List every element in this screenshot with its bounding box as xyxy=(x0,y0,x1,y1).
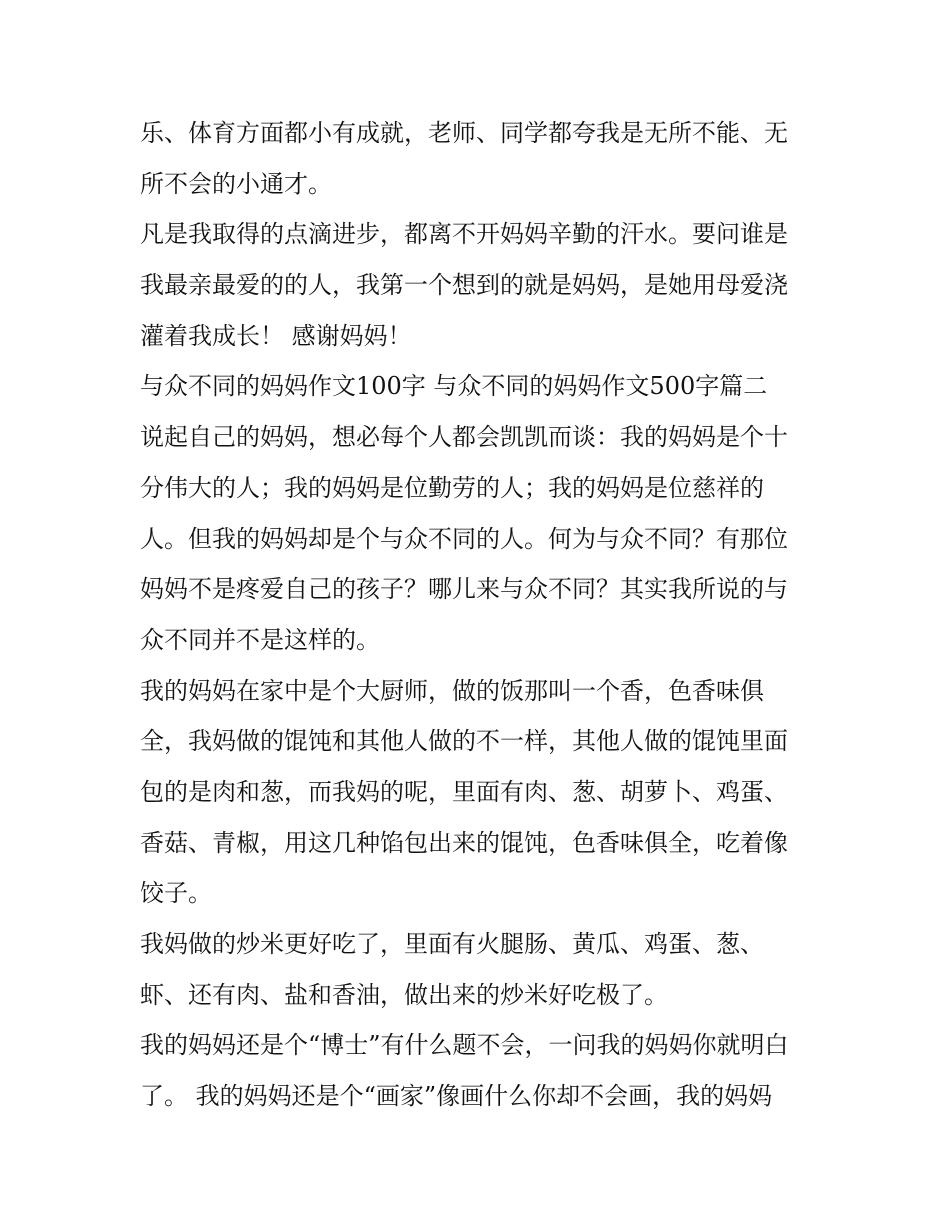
text-line: 我妈做的炒米更好吃了，里面有火腿肠、黄瓜、鸡蛋、葱、 xyxy=(140,930,764,958)
text-line: 说起自己的妈妈，想必每个人都会凯凯而谈：我的妈妈是个十 xyxy=(140,423,788,452)
text-line: 所不会的小通才。 xyxy=(140,169,332,198)
text-line: 众不同并不是这样的。 xyxy=(140,625,380,654)
text-line: 香菇、青椒，用这几种馅包出来的馄饨，色香味俱全，吃着像 xyxy=(140,828,788,857)
text-line: 全，我妈做的馄饨和其他人做的不一样，其他人做的馄饨里面 xyxy=(140,727,788,756)
text-line: 乐、体育方面都小有成就，老师、同学都夸我是无所不能、无 xyxy=(140,119,788,147)
text-line: 灌着我成长！ 感谢妈妈！ xyxy=(140,321,412,350)
text-line: 包的是肉和葱，而我妈的呢，里面有肉、葱、胡萝卜、鸡蛋、 xyxy=(140,777,788,806)
essay-text xyxy=(140,108,820,1122)
text-line: 我的妈妈在家中是个大厨师，做的饭那叫一个香，色香味俱 xyxy=(140,676,764,705)
text-line: 妈妈不是疼爱自己的孩子？哪儿来与众不同？其实我所说的与 xyxy=(140,575,788,604)
text-line: 我最亲最爱的的人，我第一个想到的就是妈妈，是她用母爱浇 xyxy=(140,271,788,300)
text-line: 我的妈妈还是个“博士”有什么题不会，一问我的妈妈你就明白 xyxy=(140,1031,789,1060)
text-line: 分伟大的人；我的妈妈是位勤劳的人；我的妈妈是位慈祥的 xyxy=(140,473,764,502)
text-line: 了。 我的妈妈还是个“画家”像画什么你却不会画，我的妈妈 xyxy=(140,1082,773,1111)
text-line: 人。但我的妈妈却是个与众不同的人。何为与众不同？有那位 xyxy=(140,524,788,553)
section-heading: 与众不同的妈妈作文100字 与众不同的妈妈作文500字篇二 xyxy=(140,372,768,401)
text-line: 虾、还有肉、盐和香油，做出来的炒米好吃极了。 xyxy=(140,980,668,1009)
text-line: 饺子。 xyxy=(140,879,212,908)
text-line: 凡是我取得的点滴进步，都离不开妈妈辛勤的汗水。要问谁是 xyxy=(140,220,788,249)
